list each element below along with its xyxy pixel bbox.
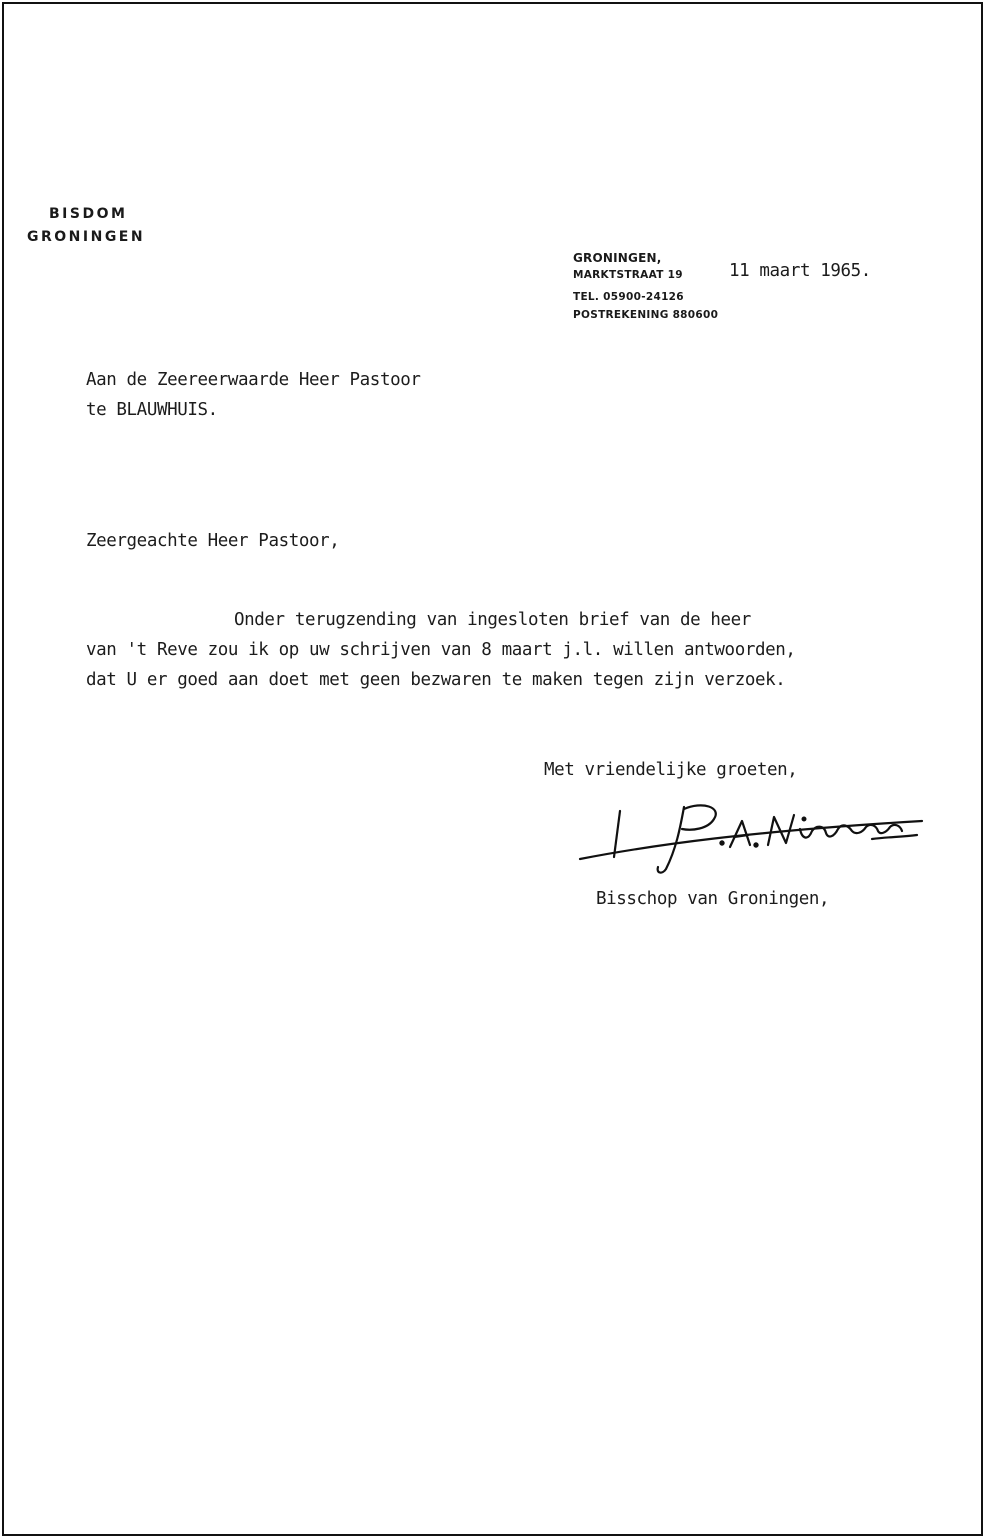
closing: Met vriendelijke groeten,: [544, 760, 798, 780]
recipient-line-1: Aan de Zeereerwaarde Heer Pastoor: [86, 370, 421, 390]
letter-page: [2, 2, 983, 1536]
letterhead-groningen: GRONINGEN: [27, 229, 146, 245]
salutation: Zeergeachte Heer Pastoor,: [86, 531, 340, 551]
handwritten-signature: [572, 799, 932, 879]
body-line-2: van 't Reve zou ik op uw schrijven van 8 maart j.l. willen antwoorden,: [86, 640, 796, 660]
body-line-1: Onder terugzending van ingesloten brief van de heer: [234, 610, 751, 630]
letter-date: 11 maart 1965.: [729, 261, 871, 281]
address-telephone: TEL. 05900-24126: [573, 291, 684, 303]
body-line-3: dat U er goed aan doet met geen bezwaren te maken tegen zijn verzoek.: [86, 670, 786, 690]
address-postrekening: POSTREKENING 880600: [573, 309, 719, 321]
address-street: MARKTSTRAAT 19: [573, 269, 683, 281]
address-city: GRONINGEN,: [573, 251, 662, 265]
recipient-line-2: te BLAUWHUIS.: [86, 400, 218, 420]
letterhead-bisdom: BISDOM: [49, 206, 128, 222]
signatory-title: Bisschop van Groningen,: [596, 889, 830, 909]
